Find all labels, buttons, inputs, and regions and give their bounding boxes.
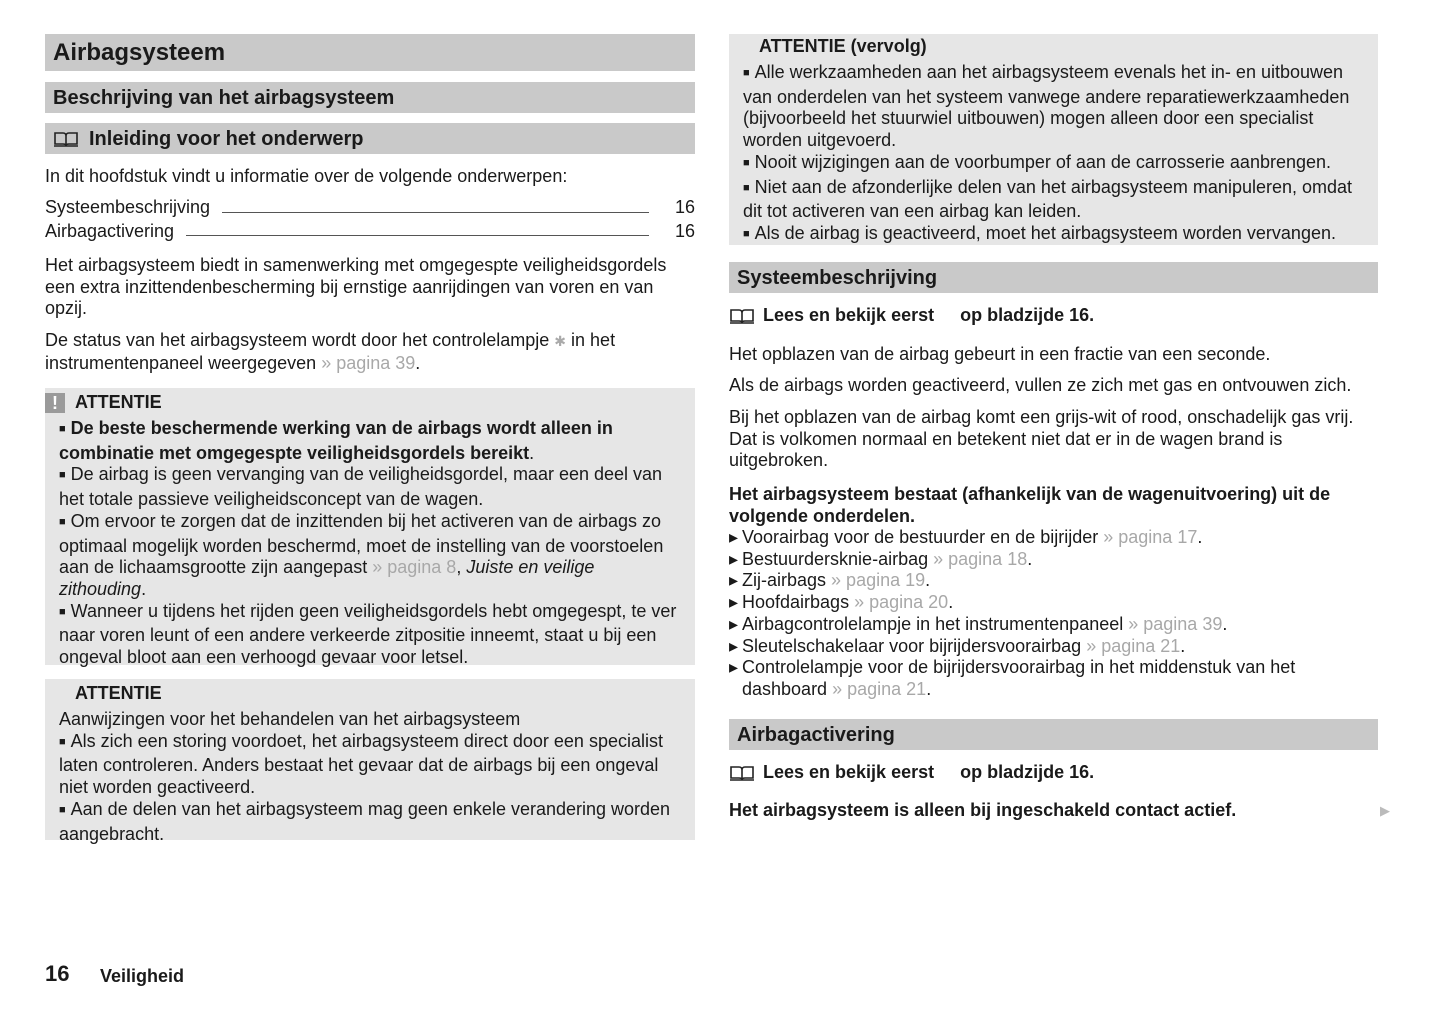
warning-text: De beste beschermende werking van de airbags wordt alleen in combinatie met omgegespte veiligheidsgordels bereikt [59,418,613,463]
toc-item[interactable] [45,197,695,219]
text: De status van het airbagsysteem wordt door het controlelampje [45,330,550,350]
read-first-label: Lees en bekijk eerst [763,305,935,325]
warning-text: ■ Niet aan de afzonderlijke delen van het airbagsysteem manipuleren, omdat dit tot activeren van een airbag kan leiden. [743,177,1364,223]
read-first-note [729,305,1094,327]
toc-page: 16 [674,220,695,241]
read-first-page[interactable]: op bladzijde 16. [960,305,1095,325]
list-item: ▸ Zij-airbags » pagina 19. [729,570,1374,592]
list-item: ▸ Sleutelschakelaar voor bijrijdersvoorairbag » pagina 21. [729,636,1374,658]
list-item: ▸ Bestuurderskniе-airbag » pagina 18. [729,549,1374,571]
warning-text: ■ Alle werkzaamheden aan het airbagsysteem evenals het in- en uitbouwen van onderdelen van het systeem vanwege andere reparatiewerkzaamheden (bijvoorbeeld het stuurwiel uitbouwen) mogen alleen door een specialist worden uitgevoerd. [743,62,1364,152]
warning-intro: Aanwijzingen voor het behandelen van het airbagsysteem [59,709,521,729]
paragraph: Het airbagsysteem is alleen bij ingeschakeld contact actief. [729,800,1237,820]
section-heading: Airbagactivering [729,719,1378,750]
read-first-page[interactable]: op bladzijde 16. [960,762,1095,782]
page-link[interactable]: » pagina 39 [321,352,416,373]
warning-box-continued [729,34,1378,245]
text: in het instrumentenpaneel weergegeven [45,330,616,373]
page-link[interactable]: » pagina 21 [1086,635,1181,656]
paragraph: Het opblazen van de airbag gebeurt in een fractie van een seconde. [729,344,1271,364]
book-icon [729,307,755,325]
toc-label: Systeembeschrijving [45,197,211,217]
chapter-name: Veiligheid [100,966,185,986]
toc-page: 16 [674,197,695,217]
page-number: 16 [45,961,70,986]
list-item: ▸ Hoofdairbags » pagina 20. [729,592,1374,614]
airbag-warning-lamp-icon: ✱ [554,333,567,349]
page-link[interactable]: » pagina 39 [1128,613,1223,634]
warning-title: ATTENTIE [75,683,162,704]
page-link[interactable]: » pagina 17 [1103,527,1198,547]
toc-item[interactable] [45,221,695,243]
warning-text: ■ De airbag is geen vervanging van de veiligheidsgordel, maar een deel van het totale passieve veiligheidsconcept van de wagen. [59,464,681,510]
warning-box: ! ATTENTIE ■ De beste beschermende werking van de airbags wordt alleen in combinatie met omgegespte veiligheidsgordels bereikt. ■ De airbag is geen vervanging van de veiligheidsgordel, maar een deel van het totale passieve veiligheidsconcept van de wagen. ■ Om ervoor te zorgen dat de inzittenden bij het activeren van de airbags zo optimaal mogelijk worden beschermd, moet de instelling van de voorstoelen aan de lichaamsgrootte zijn aangepast » pagina 8, Juiste en veilige zithouding. ■ Wanneer u tijdens het rijden geen veiligheidsgordels hebt omgegespt, te ver naar voren leunt of een andere verkeerde zitpositie inneemt, staat u bij een ongeval bloot aan een verhoogd gevaar voor letsel. [45,388,695,665]
warning-title: ATTENTIE (vervolg) [759,36,927,57]
page-link[interactable]: » pagina 20 [854,592,949,613]
list-item: ▸ Airbagcontrolelampje in het instrumentenpaneel » pagina 39. [729,614,1374,636]
section-heading: Beschrijving van het airbagsysteem [45,82,695,113]
warning-text: ■ Wanneer u tijdens het rijden geen veiligheidsgordels hebt omgegespt, te ver naar voren leunt of een andere verkeerde zitpositie inneemt, staat u bij een ongeval bloot aan een verhoogd gevaar voor letsel. [59,601,681,669]
component-list [729,527,1374,701]
paragraph: De status van het airbagsysteem wordt door het controlelampje ✱ in het instrumentenpaneel weergegeven » pagina 39. [45,330,616,373]
section-heading: Systeembeschrijving [729,262,1378,293]
page-link[interactable]: » pagina 18 [933,548,1028,569]
paragraph: Het airbagsysteem biedt in samenwerking met omgegespte veiligheidsgordels een extra inzittendenbescherming bij ernstige aanrijdingen van voren en van opzij. [45,255,667,319]
page-link[interactable]: » pagina 21 [832,678,927,699]
reference-title: Juiste en veilige zithouding [59,557,595,599]
intro-heading-text: Inleiding voor het onderwerp [89,127,364,150]
book-icon [53,130,79,148]
intro-heading [45,123,695,154]
warning-text: Om ervoor te zorgen dat de inzittenden bij het activeren van de airbags zo optimaal mogelijk worden beschermd, moet de instelling van de voorstoelen aan de lichaamsgrootte zijn aangepast [59,510,664,578]
page-link[interactable]: » pagina 19 [831,570,926,591]
list-item: ▸ Controlelampje voor de bijrijdersvoorairbag in het middenstuk van het dashboard » pagina 21. [729,657,1374,700]
toc-label: Airbagactivering [45,220,175,241]
warning-text: ■ Aan de delen van het airbagsysteem mag geen enkele verandering worden aangebracht. [59,799,681,845]
warning-box [45,679,695,844]
intro-text: In dit hoofdstuk vindt u informatie over de volgende onderwerpen: [45,166,568,186]
warning-text: ■ Als zich een storing voordoet, het airbagsysteem direct door een specialist laten controleren. Anders bestaat het gevaar dat de airbags bij een ongeval niet worden geactiveerd. [59,731,681,799]
warning-text: ■ Nooit wijzigingen aan de voorbumper of aan de carrosserie aanbrengen. [743,152,1364,177]
continue-arrow-icon: ▶ [1380,803,1390,818]
paragraph: Bij het opblazen van de airbag komt een grijs-wit of rood, onschadelijk gas vrij. Dat is volkomen normaal en betekent niet dat er in de wagen brand is uitgebroken. [729,407,1354,471]
page-title: Airbagsysteem [45,34,695,71]
toc [45,197,695,242]
paragraph: Als de airbags worden geactiveerd, vullen ze zich met gas en ontvouwen zich. [729,375,1352,395]
warning-title: ATTENTIE [75,392,162,413]
book-icon [729,764,755,782]
list-item: ▸ Voorairbag voor de bestuurder en de bijrijder » pagina 17. [729,527,1374,549]
read-first-label: Lees en bekijk eerst [763,762,935,782]
exclamation-icon: ! [45,393,65,413]
page-link[interactable]: » pagina 8 [372,557,457,578]
warning-text: ■ Als de airbag is geactiveerd, moet het airbagsysteem worden vervangen. [743,223,1364,248]
read-first-note [729,762,1094,784]
list-title: Het airbagsysteem bestaat (afhankelijk van de wagenuitvoering) uit de volgende onderdelen. [729,484,1331,526]
